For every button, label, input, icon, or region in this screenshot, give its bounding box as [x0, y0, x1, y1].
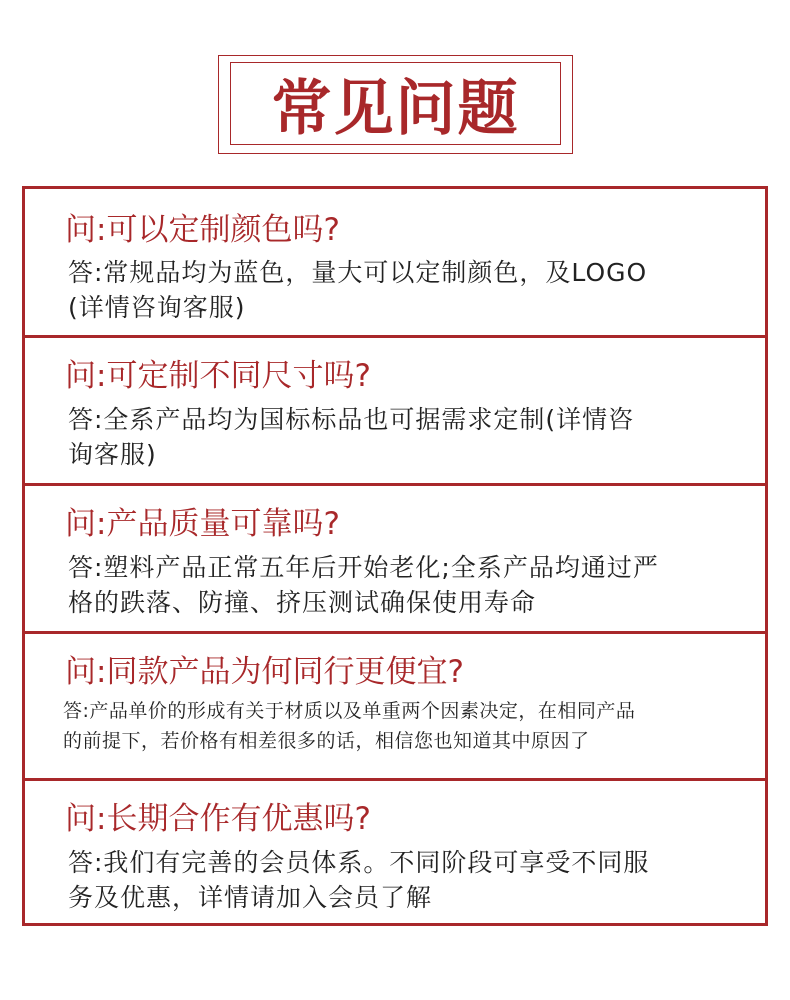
answer-line: 答:产品单价的形成有关于材质以及单重两个因素决定，在相同产品	[63, 700, 636, 722]
answer-line: 答:全系产品均为国标标品也可据需求定制(详情咨	[68, 405, 635, 434]
faq-item	[25, 189, 765, 335]
faq-item	[25, 778, 765, 923]
answer-line: 答:塑料产品正常五年后开始老化;全系产品均通过严	[68, 553, 659, 582]
faq-question: 问:产品质量可靠吗?	[65, 506, 340, 542]
faq-list	[22, 186, 768, 926]
faq-item	[25, 335, 765, 483]
page-title: 常见问题	[271, 73, 520, 144]
title-inner-frame	[230, 62, 561, 145]
faq-answer	[68, 845, 649, 915]
faq-answer	[68, 550, 659, 620]
faq-answer	[63, 696, 635, 756]
answer-line: (详情咨询客服)	[68, 293, 246, 322]
faq-question: 问:同款产品为何同行更便宜?	[65, 654, 464, 690]
faq-question: 问:可以定制颜色吗?	[65, 212, 340, 248]
faq-answer	[68, 402, 634, 472]
answer-line: 询客服)	[68, 440, 157, 469]
faq-question: 问:长期合作有优惠吗?	[65, 801, 371, 837]
answer-line: 务及优惠，详情请加入会员了解	[68, 883, 433, 912]
faq-item	[25, 631, 765, 778]
answer-line: 的前提下，若价格有相差很多的话，相信您也知道其中原因了	[63, 730, 590, 752]
answer-line: 答:常规品均为蓝色，量大可以定制颜色，及LOGO	[68, 258, 648, 287]
faq-answer	[68, 255, 647, 325]
faq-question: 问:可定制不同尺寸吗?	[65, 358, 371, 394]
answer-line: 格的跌落、防撞、挤压测试确保使用寿命	[68, 588, 537, 617]
title-frame	[218, 55, 573, 154]
answer-line: 答:我们有完善的会员体系。不同阶段可享受不同服	[68, 848, 650, 877]
faq-item	[25, 483, 765, 631]
